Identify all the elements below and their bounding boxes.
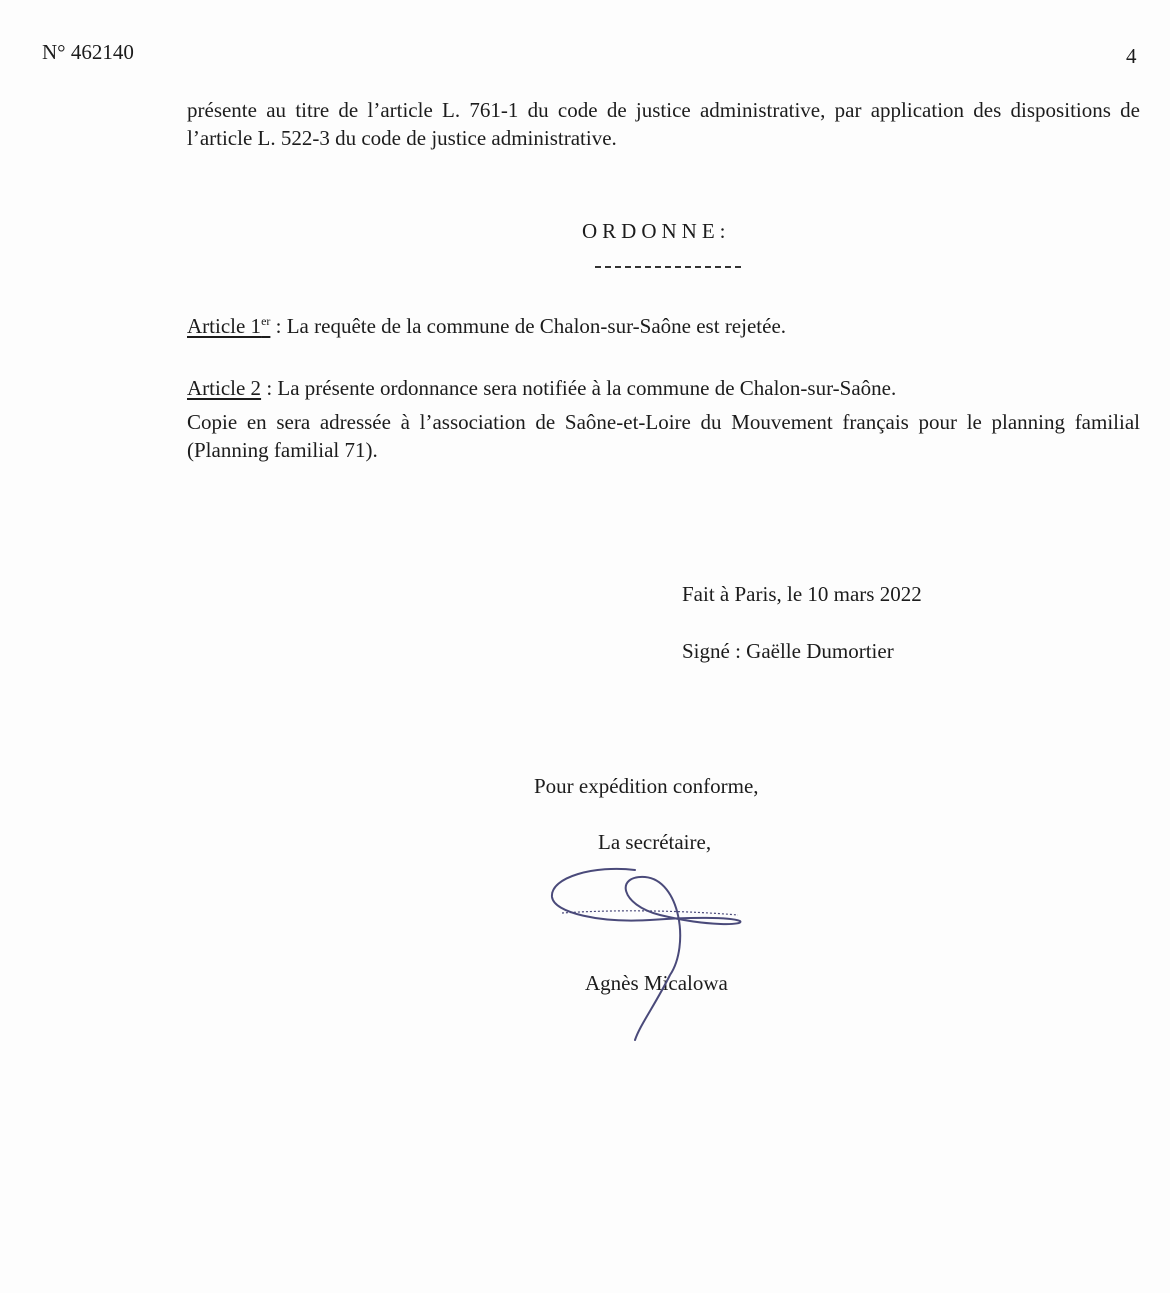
ordonne-heading: ORDONNE:: [582, 219, 731, 243]
certification-line: Pour expédition conforme,: [534, 774, 759, 798]
article-2-label: Article 2: [187, 376, 262, 400]
article-1-label: [187, 314, 270, 338]
article-2-copy: Copie en sera adressée à l’association de Saône-et-Loire du Mouvement français pour le planning familial (Planning familial 71).: [187, 410, 1140, 462]
handwritten-signature: [540, 855, 760, 1050]
page-number: 4: [1126, 44, 1137, 68]
article-1: [187, 312, 786, 340]
article-1-label-main: Article 1: [187, 314, 262, 338]
signed-by: Signé : Gaëlle Dumortier: [682, 639, 894, 663]
article-1-label-sup: er: [261, 314, 271, 328]
heading-rule: [595, 266, 741, 268]
article-2-text: : La présente ordonnance sera notifiée à la commune de Chalon-sur-Saône.: [261, 376, 897, 400]
article-2: [187, 374, 896, 402]
signature-stroke: [552, 869, 741, 1040]
case-number: N° 462140: [42, 40, 134, 64]
intro-paragraph: présente au titre de l’article L. 761-1 du code de justice administrative, par application des dispositions de l’article L. 522-3 du code de justice administrative.: [187, 98, 1140, 150]
place-date: Fait à Paris, le 10 mars 2022: [682, 582, 922, 606]
secretary-title: La secrétaire,: [598, 830, 712, 854]
secretary-name: Agnès Micalowa: [585, 971, 728, 995]
article-1-text: : La requête de la commune de Chalon-sur-Saône est rejetée.: [270, 314, 787, 338]
